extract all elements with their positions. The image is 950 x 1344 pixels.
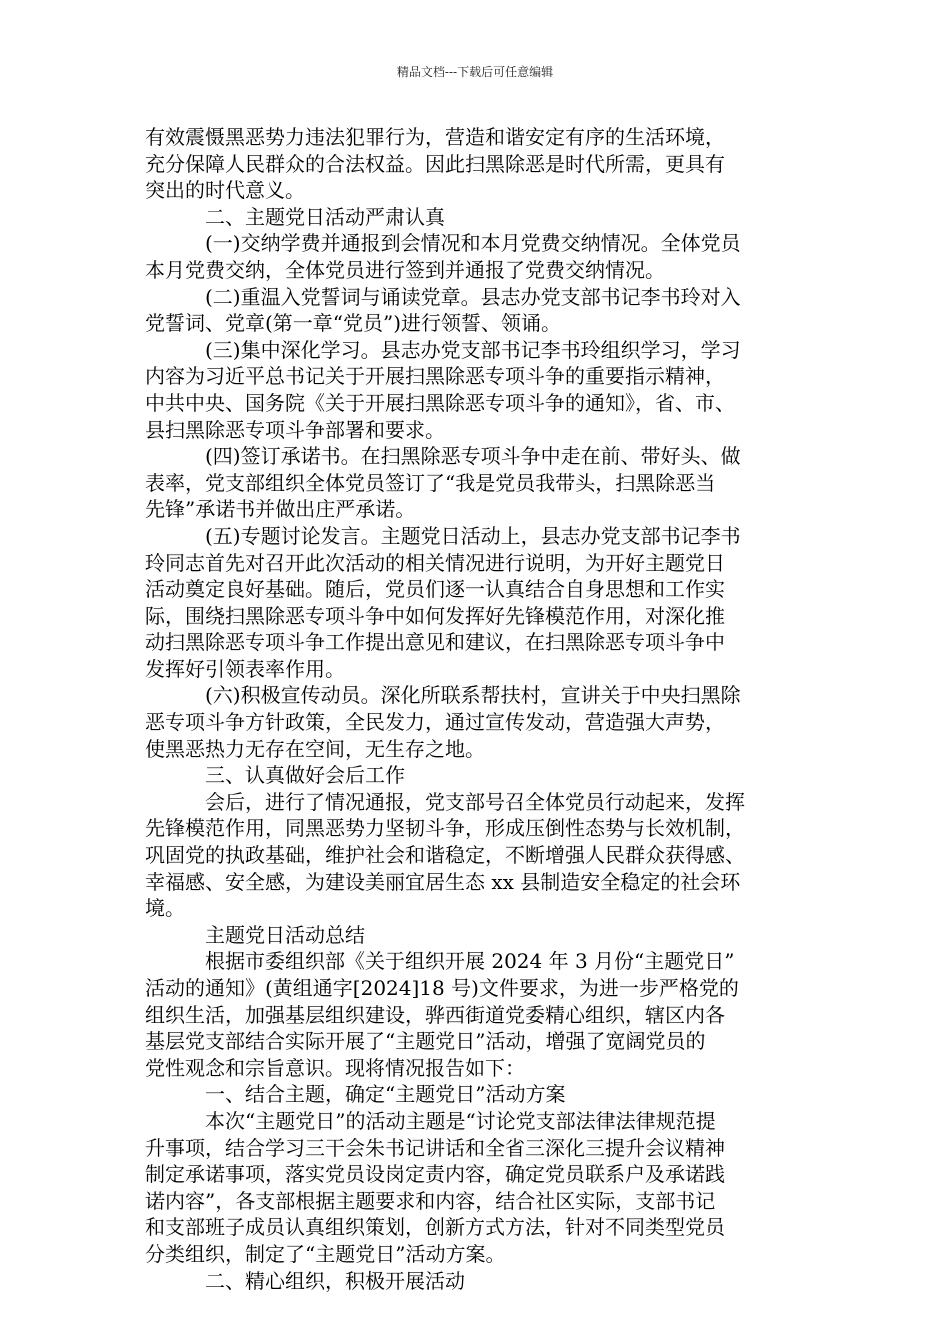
text-line — [145, 1161, 807, 1188]
text-line-content: 际，围绕扫黑除恶专项斗争中如何发挥好先锋模范作用，对深化推 — [145, 603, 725, 628]
text-line-content: 二、精心组织，积极开展活动 — [205, 1268, 465, 1293]
text-line-content: 主题党日活动总结 — [205, 922, 365, 947]
text-line-content: 活动奠定良好基础。随后，党员们逐一认真结合自身思想和工作实 — [145, 577, 725, 602]
text-line — [145, 576, 807, 603]
text-line — [145, 629, 807, 656]
text-line-content: 党性观念和宗旨意识。现将情况报告如下： — [145, 1055, 525, 1080]
text-line-content: 和支部班子成员认真组织策划，创新方式方法，针对不同类型党员 — [145, 1215, 725, 1240]
text-line-content: 幸福感、安全感，为建设美丽宜居生态 xx 县制造安全稳定的社会环 — [145, 869, 741, 894]
text-line — [145, 151, 807, 178]
text-line-content: (四)签订承诺书。在扫黑除恶专项斗争中走在前、带好头、做 — [205, 444, 741, 469]
text-line-content: 巩固党的执政基础，维护社会和谐稳定，不断增强人民群众获得感、 — [145, 843, 745, 868]
text-line-content: 党誓词、党章(第一章“党员”)进行领誓、领诵。 — [145, 311, 562, 336]
text-line — [145, 443, 807, 470]
text-line-content: 制定承诺事项，落实党员设岗定责内容，确定党员联系户及承诺践 — [145, 1162, 725, 1187]
text-line-content: 发挥好引领表率作用。 — [145, 656, 345, 681]
text-line-content: 内容为习近平总书记关于开展扫黑除恶专项斗争的重要指示精神， — [145, 364, 725, 389]
text-line-content: 动扫黑除恶专项斗争工作提出意见和建议，在扫黑除恶专项斗争中 — [145, 630, 725, 655]
text-line — [145, 1002, 807, 1029]
text-line — [145, 496, 807, 523]
text-line — [145, 656, 807, 683]
text-line-content: 表率，党支部组织全体党员签订了“我是党员我带头，扫黑除恶当 — [145, 470, 716, 495]
text-line-content: (一)交纳学费并通报到会情况和本月党费交纳情况。全体党员 — [205, 231, 741, 256]
text-line-content: 组织生活，加强基层组织建设，骅西街道党委精心组织，辖区内各 — [145, 1002, 725, 1027]
text-line — [145, 284, 807, 311]
text-line-content: 恶专项斗争方针政策，全民发力，通过宣传发动，营造强大声势， — [145, 710, 725, 735]
text-line — [145, 230, 807, 257]
text-line — [145, 1055, 807, 1082]
text-line — [145, 550, 807, 577]
text-line — [145, 1135, 807, 1162]
text-line-content: 县扫黑除恶专项斗争部署和要求。 — [145, 417, 445, 442]
text-line — [145, 390, 807, 417]
text-line — [145, 1241, 807, 1268]
text-line-content: 先锋”承诺书并做出庄严承诺。 — [145, 497, 416, 522]
text-line — [145, 124, 807, 151]
text-line-content: 本次“主题党日”的活动主题是“讨论党支部法律法律规范提 — [205, 1108, 716, 1133]
text-line — [145, 417, 807, 444]
text-line — [145, 869, 807, 896]
text-line — [145, 1268, 807, 1295]
text-line — [145, 204, 807, 231]
text-line-content: 本月党费交纳，全体党员进行签到并通报了党费交纳情况。 — [145, 257, 665, 282]
text-line-content: 有效震慑黑恶势力违法犯罪行为，营造和谐安定有序的生活环境， — [145, 125, 725, 149]
text-line-content: 分类组织，制定了“主题党日”活动方案。 — [145, 1241, 506, 1266]
text-line-content: 一、结合主题，确定“主题党日”活动方案 — [205, 1082, 566, 1107]
text-line — [145, 815, 807, 842]
text-line — [145, 736, 807, 763]
text-line-content: (三)集中深化学习。县志办党支部书记李书玲组织学习，学习 — [205, 337, 741, 362]
text-line — [145, 363, 807, 390]
page-header: 精品文档---下载后可任意编辑 — [396, 65, 554, 79]
text-line — [145, 257, 807, 284]
text-line-content: (二)重温入党誓词与诵读党章。县志办党支部书记李书玲对入 — [205, 284, 741, 309]
text-line — [145, 1188, 807, 1215]
text-line-content: (五)专题讨论发言。主题党日活动上，县志办党支部书记李书 — [205, 523, 741, 548]
text-line — [145, 1108, 807, 1135]
text-line — [145, 842, 807, 869]
text-line — [145, 948, 807, 975]
text-line — [145, 922, 807, 949]
text-line-content: 三、认真做好会后工作 — [205, 763, 405, 788]
text-line — [145, 603, 807, 630]
text-line — [145, 1214, 807, 1241]
text-line — [145, 975, 807, 1002]
document-body — [145, 124, 807, 1294]
text-line-content: 基层党支部结合实际开展了“主题党日”活动，增强了宽阔党员的 — [145, 1029, 706, 1054]
text-line-content: 诺内容”，各支部根据主题要求和内容，结合社区实际，支部书记 — [145, 1188, 716, 1213]
text-line-content: 二、主题党日活动严肃认真 — [205, 204, 445, 229]
text-line-content: 境。 — [145, 896, 185, 921]
text-line — [145, 1081, 807, 1108]
text-line-content: 活动的通知》(黄组通字[2024]18 号)文件要求，为进一步严格党的 — [145, 976, 739, 1000]
text-line-content: 会后，进行了情况通报，党支部号召全体党员行动起来，发挥 — [205, 789, 745, 814]
text-line-content: 根据市委组织部《关于组织开展 2024 年 3 月份“主题党日” — [205, 949, 735, 974]
text-line-content: 使黑恶热力无存在空间，无生存之地。 — [145, 736, 485, 761]
text-line-content: (六)积极宣传动员。深化所联系帮扶村，宣讲关于中央扫黑除 — [205, 683, 741, 708]
text-line-content: 突出的时代意义。 — [145, 178, 305, 203]
text-line — [145, 762, 807, 789]
text-line — [145, 310, 807, 337]
text-line — [145, 337, 807, 364]
text-line — [145, 523, 807, 550]
text-line-content: 中共中央、国务院《关于开展扫黑除恶专项斗争的通知》，省、市、 — [145, 390, 735, 415]
text-line — [145, 177, 807, 204]
text-line — [145, 709, 807, 736]
text-line-content: 玲同志首先对召开此次活动的相关情况进行说明，为开好主题党日 — [145, 550, 725, 575]
text-line-content: 先锋模范作用，同黑恶势力坚韧斗争，形成压倒性态势与长效机制， — [145, 816, 745, 841]
text-line — [145, 470, 807, 497]
text-line — [145, 682, 807, 709]
text-line — [145, 789, 807, 816]
text-line-content: 充分保障人民群众的合法权益。因此扫黑除恶是时代所需，更具有 — [145, 151, 725, 176]
text-line — [145, 895, 807, 922]
text-line-content: 升事项，结合学习三干会朱书记讲话和全省三深化三提升会议精神 — [145, 1135, 725, 1160]
text-line — [145, 1028, 807, 1055]
